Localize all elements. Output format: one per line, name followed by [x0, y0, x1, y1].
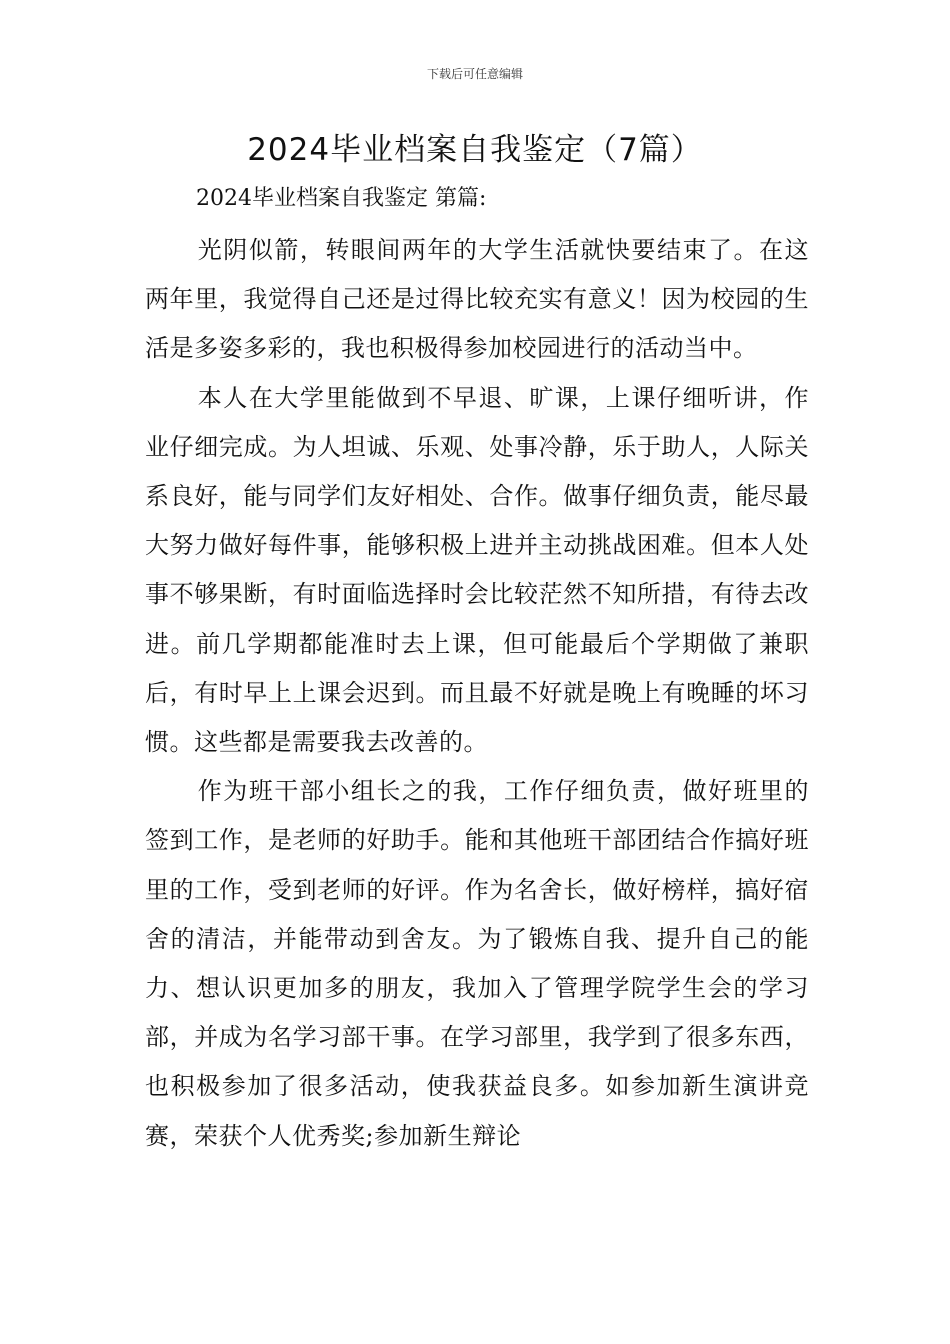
paragraph-2: 本人在大学里能做到不早退、旷课，上课仔细听讲，作业仔细完成。为人坦诚、乐观、处事冷静，乐于助人，人际关系良好，能与同学们友好相处、合作。做事仔细负责，能尽最大努力做好每件事，能够积极上进并主动挑战困难。但本人处事不够果断，有时面临选择时会比较茫然不知所措，有待去改进。前几学期都能准时去上课，但可能最后个学期做了兼职后，有时早上上课会迟到。而且最不好就是晚上有晚睡的坏习惯。这些都是需要我去改善的。	[145, 383, 809, 757]
page-header-note: 下载后可任意编辑	[426, 67, 523, 81]
paragraph-3: 作为班干部小组长之的我，工作仔细负责，做好班里的签到工作，是老师的好助手。能和其他班干部团结合作搞好班里的工作，受到老师的好评。作为名舍长，做好榜样，搞好宿舍的清洁，并能带动到舍友。为了锻炼自我、提升自己的能力、想认识更加多的朋友，我加入了管理学院学生会的学习部，并成为名学习部干事。在学习部里，我学到了很多东西，也积极参加了很多活动，使我获益良多。如参加新生演讲竞赛，荣获个人优秀奖;参加新生辩论	[145, 777, 809, 1150]
document-title: 2024毕业档案自我鉴定（7篇）	[247, 132, 703, 168]
document-body	[145, 226, 809, 1161]
paragraph-1: 光阴似箭，转眼间两年的大学生活就快要结束了。在这两年里，我觉得自己还是过得比较充实有意义！因为校园的生活是多姿多彩的，我也积极得参加校园进行的活动当中。	[145, 236, 809, 363]
document-subtitle: 2024毕业档案自我鉴定 第篇:	[196, 186, 487, 211]
